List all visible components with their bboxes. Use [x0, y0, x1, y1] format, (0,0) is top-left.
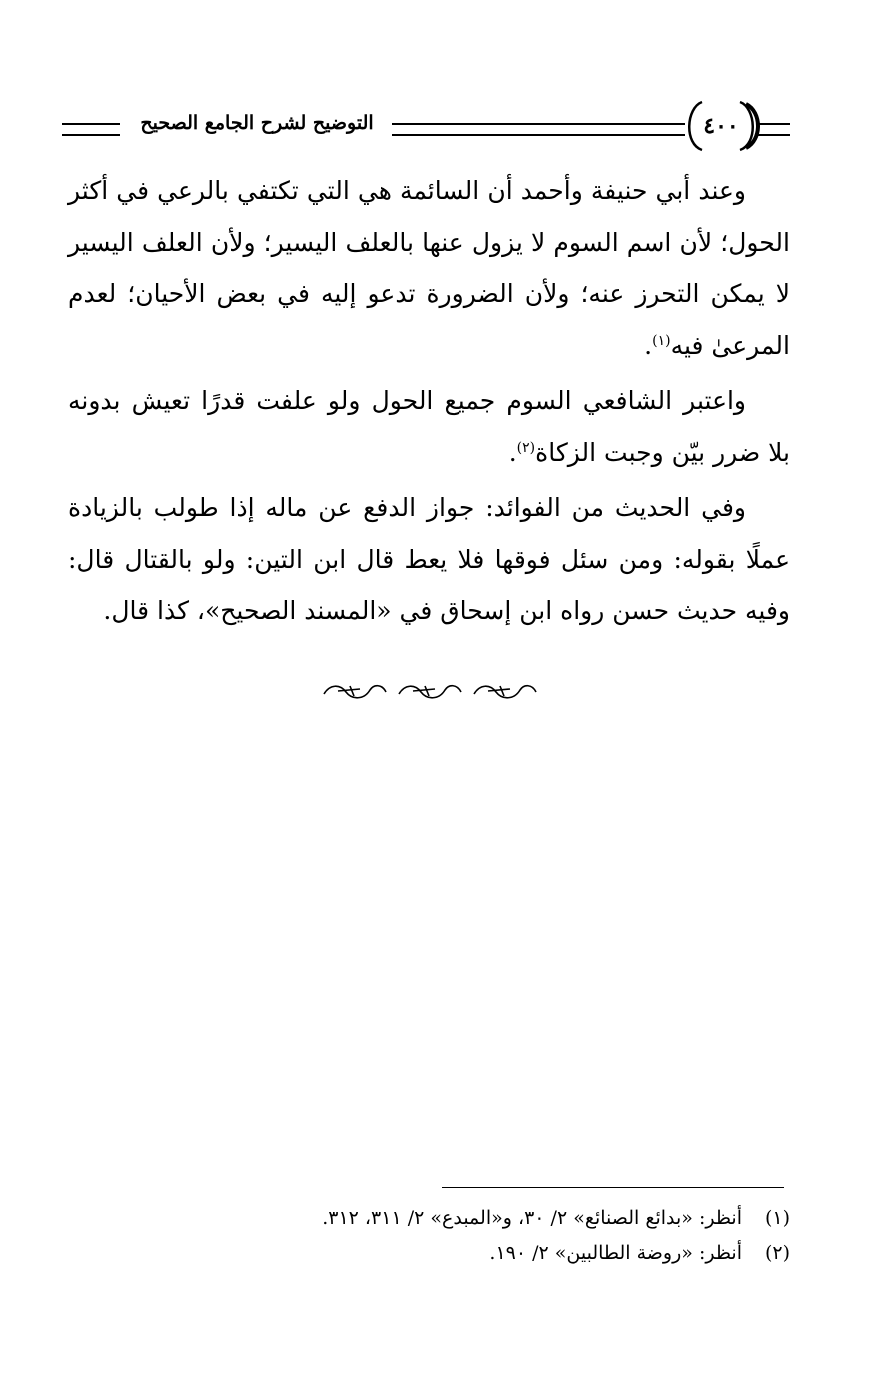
footnote-number: (٢)	[764, 1242, 790, 1264]
main-text	[68, 165, 790, 641]
paragraph-text: واعتبر الشافعي السوم جميع الحول ولو علفت قدرًا تعيش بدونه بلا ضرر بيّن وجبت الزكاة	[68, 386, 790, 467]
footnotes	[230, 1201, 790, 1271]
footnote	[230, 1236, 790, 1271]
paragraph-text: وفي الحديث من الفوائد: جواز الدفع عن ماله إذا طولب بالزيادة عملًا بقوله: ومن سئل فوقها فلا يعط قال ابن التين: ولو بالقتال قال: وفيه حديث حسن رواه ابن إسحاق في «المسند الصحيح»، كذا قال.	[68, 493, 790, 625]
header-rule-right	[758, 123, 790, 136]
running-title: التوضيح لشرح الجامع الصحيح	[140, 112, 374, 134]
paragraph	[68, 165, 790, 371]
footnote-separator	[442, 1187, 784, 1188]
footnote-ref: (٢)	[516, 439, 536, 456]
paragraph-end: .	[508, 437, 517, 467]
paragraph-text: وعند أبي حنيفة وأحمد أن السائمة هي التي تكتفي بالرعي في أكثر الحول؛ لأن اسم السوم لا يزول عنها بالعلف اليسير؛ ولأن العلف اليسير لا يمكن التحرز عنه؛ ولأن الضرورة تدعو إليه في بعض الأحيان؛ لعدم المرعىٰ فيه	[68, 176, 790, 360]
paragraph-end: .	[644, 330, 653, 360]
header-rule-left	[62, 123, 120, 136]
page-header	[62, 98, 790, 158]
paragraph	[68, 375, 790, 478]
page-number: ٤٠٠	[703, 113, 739, 139]
footnote-text: أنظر: «بدائع الصنائع» ٢/ ٣٠، و«المبدع» ٢/ ٣١١، ٣١٢.	[322, 1207, 742, 1229]
footnote-text: أنظر: «روضة الطالبين» ٢/ ١٩٠.	[489, 1242, 742, 1264]
header-rule-middle	[392, 123, 685, 136]
footnote-ref: (١)	[652, 332, 671, 349]
page-number-frame	[680, 98, 762, 154]
paragraph	[68, 482, 790, 637]
section-divider-ornament	[320, 680, 545, 702]
footnote-number: (١)	[764, 1207, 790, 1229]
footnote	[230, 1201, 790, 1236]
